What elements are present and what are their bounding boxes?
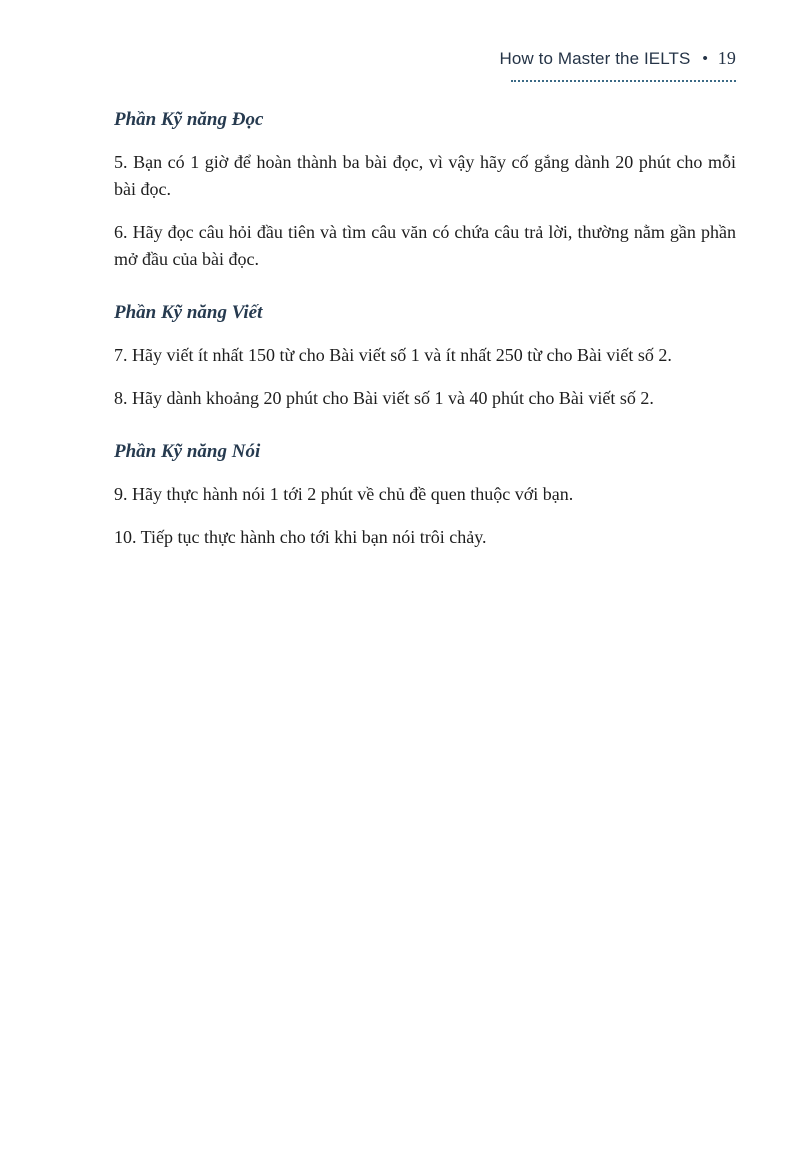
book-title: How to Master the IELTS	[499, 49, 691, 68]
section-heading: Phần Kỹ năng Nói	[114, 441, 261, 462]
page-body	[114, 106, 736, 577]
header-dotted-rule	[511, 80, 736, 82]
header-bullet: •	[702, 50, 708, 67]
tip-item: 10. Tiếp tục thực hành cho tới khi bạn nói trôi chảy.	[114, 527, 487, 547]
page-number: 19	[717, 48, 736, 68]
tip-item: 7. Hãy viết ít nhất 150 từ cho Bài viết số 1 và ít nhất 250 từ cho Bài viết số 2.	[114, 345, 672, 365]
section-heading: Phần Kỹ năng Đọc	[114, 109, 264, 130]
tip-item: 5. Bạn có 1 giờ để hoàn thành ba bài đọc, vì vậy hãy cố gắng dành 20 phút cho mỗi bài đọc.	[114, 152, 736, 199]
tip-item: 6. Hãy đọc câu hỏi đầu tiên và tìm câu văn có chứa câu trả lời, thường nằm gần phần mở đầu của bài đọc.	[114, 222, 736, 269]
section-speaking	[114, 438, 736, 551]
section-reading	[114, 106, 736, 273]
tip-item: 9. Hãy thực hành nói 1 tới 2 phút về chủ đề quen thuộc với bạn.	[114, 484, 574, 504]
running-header	[499, 48, 736, 69]
section-heading: Phần Kỹ năng Viết	[114, 302, 263, 323]
section-writing	[114, 299, 736, 412]
tip-item: 8. Hãy dành khoảng 20 phút cho Bài viết số 1 và 40 phút cho Bài viết số 2.	[114, 388, 654, 408]
